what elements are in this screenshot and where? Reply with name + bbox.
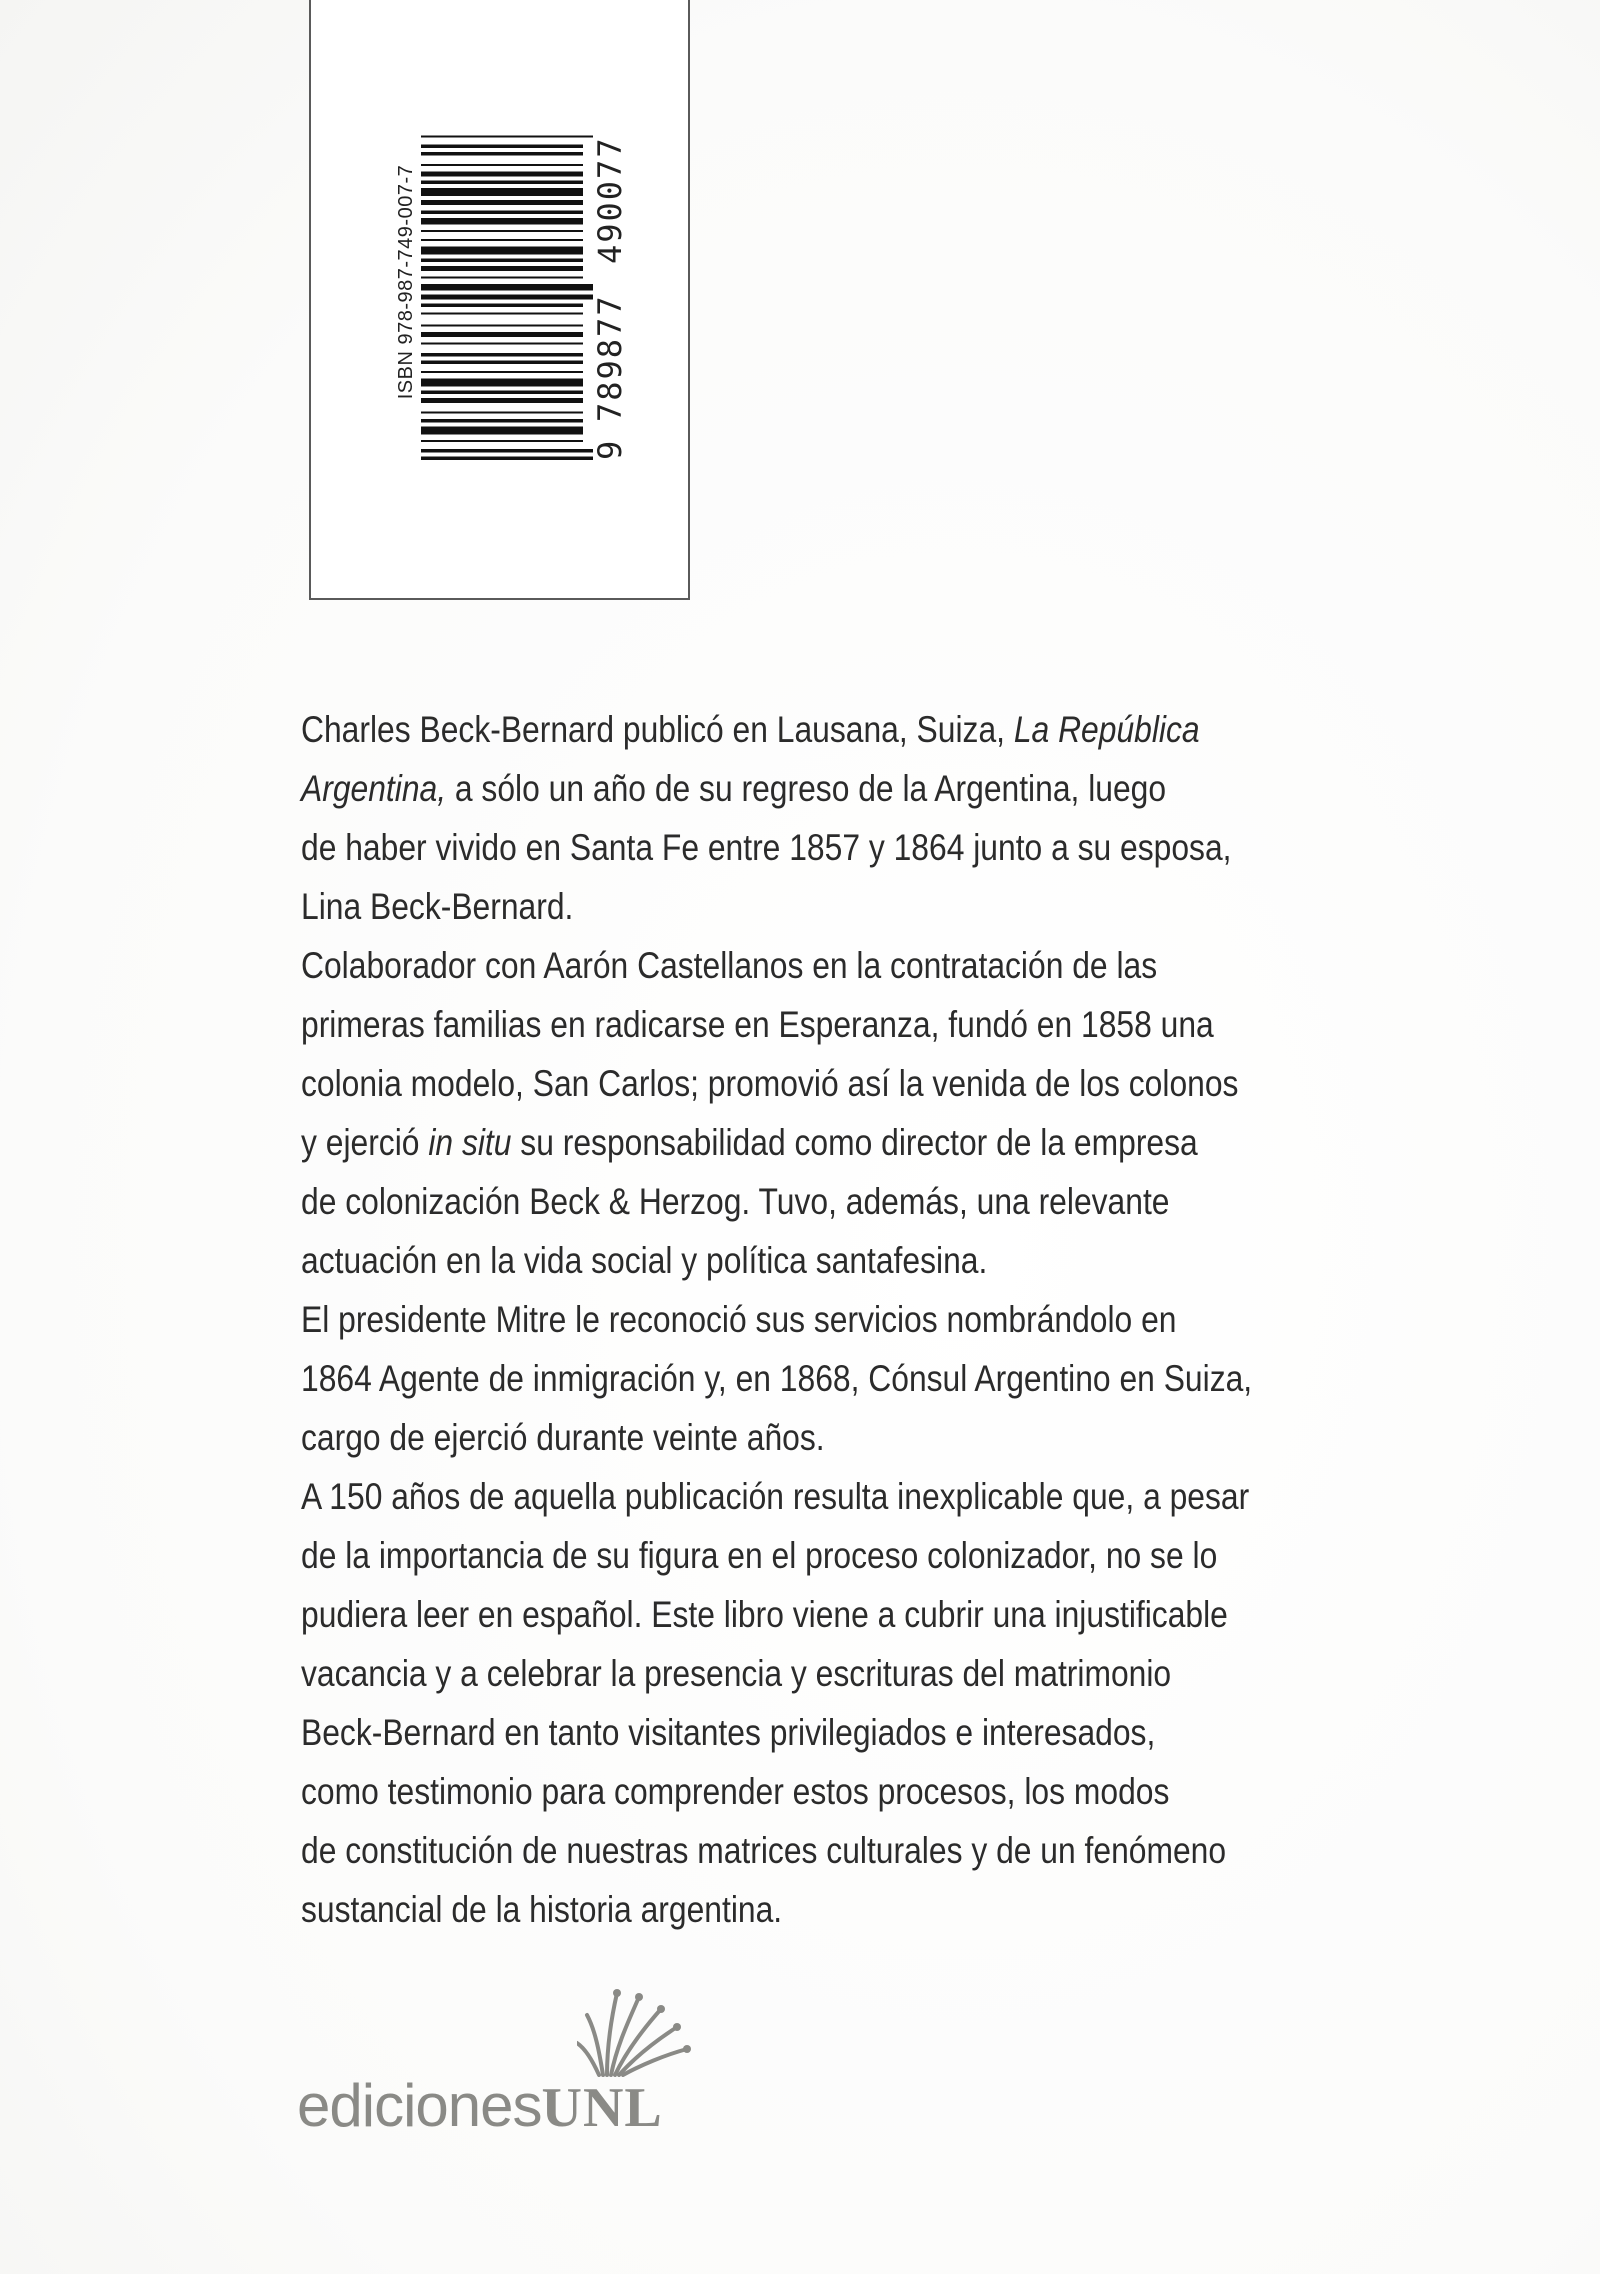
- blurb-line: [301, 1467, 1333, 1526]
- barcode-bar: [421, 277, 583, 279]
- barcode-bar: [421, 152, 583, 156]
- barcode-box: [309, 0, 690, 600]
- blurb-line: [301, 818, 1333, 877]
- publisher-name: [297, 2071, 663, 2140]
- blurb-text-segment: de colonización Beck & Herzog. Tuvo, además, una relevante: [301, 1181, 1170, 1222]
- blurb-line: [301, 1703, 1333, 1762]
- barcode-bar: [421, 440, 583, 442]
- barcode-bar: [421, 325, 583, 327]
- publisher-name-prefix: ediciones: [297, 2072, 542, 2139]
- barcode-bars: [421, 102, 593, 462]
- blurb-line: [301, 1408, 1333, 1467]
- barcode-bar: [421, 371, 583, 373]
- blurb-line: [301, 700, 1333, 759]
- publisher-name-suffix: UNL: [541, 2077, 663, 2139]
- blurb-text-segment: pudiera leer en español. Este libro viene a cubrir una injustificable: [301, 1594, 1228, 1635]
- barcode-digit-lead: 9: [591, 440, 629, 460]
- barcode-bar: [421, 172, 583, 177]
- barcode-bar: [421, 361, 583, 365]
- barcode-digits-left: 789877: [591, 294, 629, 422]
- blurb-line: [301, 1526, 1333, 1585]
- blurb-line: [301, 1349, 1333, 1408]
- blurb-text-segment: de haber vivido en Santa Fe entre 1857 y 1864 junto a su esposa,: [301, 827, 1232, 868]
- blurb-text: [301, 700, 1333, 1939]
- barcode-bar: [421, 239, 583, 241]
- barcode-bar: [421, 295, 593, 300]
- blurb-line: [301, 1113, 1333, 1172]
- blurb-text-segment: Colaborador con Aarón Castellanos en la contratación de las: [301, 945, 1158, 986]
- blurb-paragraph: [301, 1467, 1333, 1939]
- blurb-text-segment: su responsabilidad como director de la empresa: [511, 1122, 1198, 1163]
- italic-title-text: in situ: [428, 1122, 512, 1163]
- blurb-line: [301, 1290, 1333, 1349]
- blurb-text-segment: Lina Beck-Bernard.: [301, 886, 574, 927]
- publisher-logo: [297, 1985, 697, 2139]
- barcode-bar: [421, 449, 593, 453]
- blurb-text-segment: primeras familias en radicarse en Esperanza, fundó en 1858 una: [301, 1004, 1214, 1045]
- blurb-text-segment: 1864 Agente de inmigración y, en 1868, Cónsul Argentino en Suiza,: [301, 1358, 1253, 1399]
- barcode-bar: [421, 398, 583, 403]
- barcode-bar: [421, 136, 593, 138]
- fan-leaf-icon: [577, 1985, 697, 2077]
- barcode-bar: [421, 304, 583, 308]
- barcode-bar: [421, 419, 583, 423]
- barcode-bar: [421, 211, 583, 215]
- barcode-bar: [421, 379, 583, 387]
- blurb-text-segment: Beck-Bernard en tanto visitantes privilegiados e interesados,: [301, 1712, 1156, 1753]
- barcode-bar: [421, 266, 583, 271]
- italic-title-text: La República: [1013, 709, 1200, 750]
- barcode-bar: [421, 343, 583, 345]
- barcode-bar: [421, 164, 583, 166]
- blurb-text-segment: El presidente Mitre le reconoció sus servicios nombrándolo en: [301, 1299, 1177, 1340]
- blurb-line: [301, 1172, 1333, 1231]
- blurb-line: [301, 1762, 1333, 1821]
- blurb-line: [301, 877, 1333, 936]
- barcode-bar: [421, 259, 583, 263]
- barcode-bar: [421, 188, 583, 196]
- blurb-text-segment: a sólo un año de su regreso de la Argentina, luego: [446, 768, 1167, 809]
- blurb-line: [301, 759, 1333, 818]
- blurb-text-segment: y ejerció: [301, 1122, 429, 1163]
- blurb-text-segment: sustancial de la historia argentina.: [301, 1889, 783, 1930]
- blurb-paragraph: [301, 936, 1333, 1290]
- barcode-bar: [421, 230, 583, 232]
- blurb-text-segment: como testimonio para comprender estos procesos, los modos: [301, 1771, 1170, 1812]
- blurb-paragraph: [301, 700, 1333, 936]
- barcode: [395, 102, 635, 462]
- barcode-bar: [421, 247, 583, 255]
- barcode-bar: [421, 391, 583, 395]
- italic-title-text: Argentina,: [301, 768, 447, 809]
- blurb-line: [301, 995, 1333, 1054]
- blurb-text-segment: cargo de ejerció durante veinte años.: [301, 1417, 825, 1458]
- isbn-label: ISBN 978-987-749-007-7: [395, 164, 417, 400]
- barcode-bar: [421, 427, 583, 435]
- blurb-line: [301, 1585, 1333, 1644]
- barcode-bar: [421, 218, 583, 225]
- barcode-bar: [421, 181, 583, 185]
- blurb-text-segment: actuación en la vida social y política santafesina.: [301, 1240, 988, 1281]
- barcode-bar: [421, 353, 583, 357]
- barcode-bar: [421, 457, 593, 461]
- blurb-line: [301, 1821, 1333, 1880]
- blurb-text-segment: colonia modelo, San Carlos; promovió así la venida de los colonos: [301, 1063, 1239, 1104]
- blurb-text-segment: de constitución de nuestras matrices culturales y de un fenómeno: [301, 1830, 1227, 1871]
- barcode-bar: [421, 332, 583, 337]
- barcode-bar: [421, 145, 583, 149]
- blurb-text-segment: de la importancia de su figura en el proceso colonizador, no se lo: [301, 1535, 1218, 1576]
- barcode-digits-right: 490077: [591, 136, 629, 264]
- barcode-bar: [421, 412, 583, 414]
- barcode-bar: [421, 200, 583, 205]
- blurb-line: [301, 1644, 1333, 1703]
- barcode-bar: [421, 313, 583, 315]
- blurb-text-segment: A 150 años de aquella publicación resulta inexplicable que, a pesar: [301, 1476, 1250, 1517]
- blurb-line: [301, 1231, 1333, 1290]
- blurb-line: [301, 1054, 1333, 1113]
- blurb-text-segment: vacancia y a celebrar la presencia y escrituras del matrimonio: [301, 1653, 1172, 1694]
- blurb-line: [301, 1880, 1333, 1939]
- blurb-line: [301, 936, 1333, 995]
- barcode-bar: [421, 284, 593, 291]
- blurb-text-segment: Charles Beck-Bernard publicó en Lausana, Suiza,: [301, 709, 1014, 750]
- blurb-paragraph: [301, 1290, 1333, 1467]
